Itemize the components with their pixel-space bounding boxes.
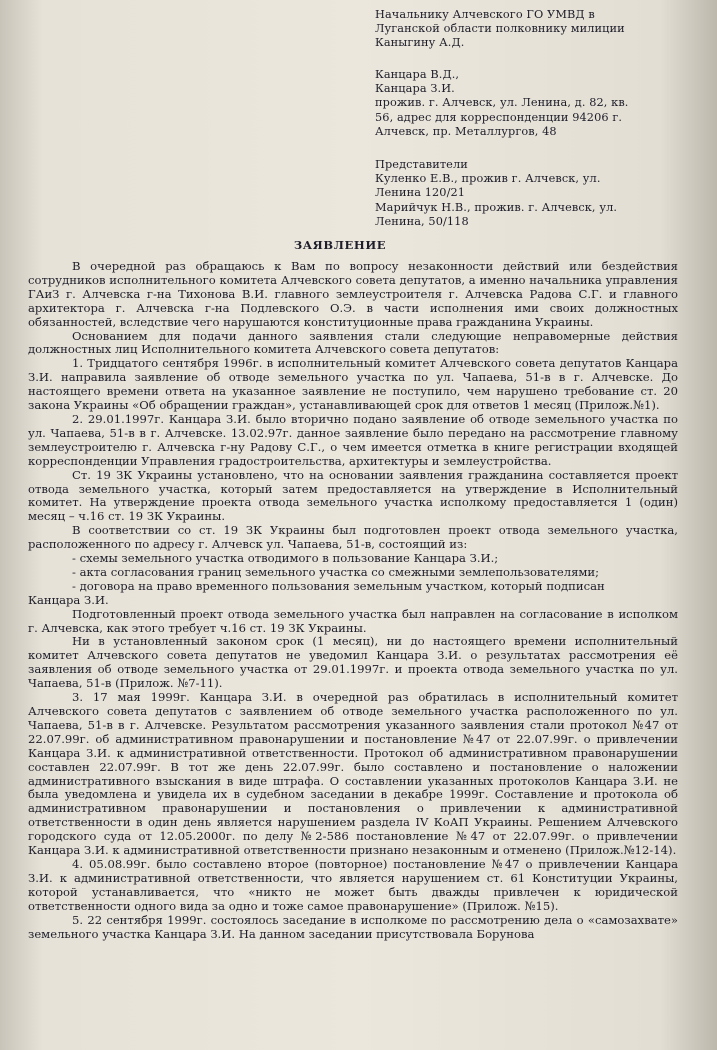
representative-line: Куленко Е.В., прожив г. Алчевск, ул. (375, 172, 601, 186)
sender-line: Канцара З.И. (375, 82, 455, 96)
representative-line: Ленина, 50/118 (375, 214, 469, 228)
representative-line: Марийчук Н.В., прожив. г. Алчевск, ул. (375, 200, 618, 214)
representative-line: Представители (375, 158, 468, 171)
document-title: ЗАЯВЛЕНИЕ (293, 238, 387, 252)
senders-block (375, 68, 695, 139)
list-tail: Канцара З.И. (28, 592, 109, 607)
sender-line: 56, адрес для корреспонденции 94206 г. (375, 110, 623, 124)
paragraph: Ст. 19 ЗК Украины установлено, что на основании заявления гражданина составляется проект отвода земельного участка, который затем предоставляется на утверждение в Исполнительный комитет. На утверждение проекта отвода земельного участка исполкому предоставляется 1 (один) месяц – ч.16 ст. 19 ЗК Украины. (28, 467, 678, 524)
paragraph: 5. 22 сентября 1999г. состоялось заседание в исполкоме по рассмотрению дела о «самозахвате» земельного участка Канцара З.И. На данном заседании присутствовала Борунова (28, 912, 678, 941)
paragraph: Подготовленный проект отвода земельного участка был направлен на согласование в исполком г. Алчевска, как этого требует ч.16 ст. 19 ЗК Украины. (28, 606, 678, 635)
representative-line: Ленина 120/21 (375, 186, 466, 200)
addressee-line: Начальнику Алчевского ГО УМВД в (375, 8, 595, 21)
list-item: - договора на право временного пользования земельным участком, который подписан (72, 578, 605, 593)
sender-line: Канцара В.Д., (375, 68, 460, 81)
addressee-block (375, 8, 695, 51)
sender-line: Алчевск, пр. Металлургов, 48 (375, 124, 557, 138)
document-body (28, 260, 678, 941)
paragraph: 2. 29.01.1997г. Канцара З.И. было вторично подано заявление об отводе земельного участка по ул. Чапаева, 51-в в г. Алчевске. 13.02.97г. данное заявление было передано на рассмотрение главному землеустроителю г. Алчевска г-ну Радову С.Г., о чем имеется отметка в книге регистрации входящей корреспонденции Управления градостроительства, архитектуры и землеустройства. (28, 411, 678, 468)
addressee-line: Каныгину А.Д. (375, 36, 465, 50)
paragraph: В соответствии со ст. 19 ЗК Украины был подготовлен проект отвода земельного участка, расположенного по адресу г. Алчевск ул. Чапаева, 51-в, состоящий из: (28, 523, 678, 552)
list-item: - акта согласования границ земельного участка со смежными землепользователями; (72, 564, 600, 579)
list-item: - схемы земельного участка отводимого в пользование Канцара З.И.; (72, 551, 499, 566)
paragraph: В очередной раз обращаюсь к Вам по вопросу незаконности действий или бездействия сотрудников исполнительного комитета Алчевского совета депутатов, а именно начальника управления ГАиЗ г. Алчевска г-на Тихонова В.И. главного землеустроителя г. Алчевска Радова С.Г. и главного архитектора г. Алчевска г-на Подлевского О.Э. в части исполнения ими своих должностных обязанностей, вследствие чего нарушаются конституционные права гражданина Украины. (28, 259, 678, 329)
letter-sheet (20, 6, 700, 1046)
addressee-line: Луганской области полковнику милиции (375, 22, 625, 36)
representatives-block (375, 158, 695, 229)
paragraph: 1. Тридцатого сентября 1996г. в исполнительный комитет Алчевского совета депутатов Канцара З.И. направила заявление об отводе земельного участка по ул. Чапаева, 51-в в г. Алчевске. До настоящего времени ответа на указанное заявление не поступило, чем нарушено требование ст. 20 закона Украины «Об обращении граждан», устанавливающей срок для ответов 1 месяц (Прилож.№1). (28, 356, 678, 413)
paragraph: Основанием для подачи данного заявления стали следующие неправомерные действия должностных лиц Исполнительного комитета Алчевского совета депутатов: (28, 328, 678, 357)
paragraph: Ни в установленный законом срок (1 месяц), ни до настоящего времени исполнительный комитет Алчевского совета депутатов не уведомил Канцара З.И. о результатах рассмотрения её заявления об отводе земельного участка от 29.01.1997г. и проекта отвода земельного участка по ул. Чапаева, 51-в (Прилож. №7-11). (28, 634, 678, 691)
paragraph: 4. 05.08.99г. было составлено второе (повторное) постановление №47 о привлечении Канцара З.И. к административной ответственности, что является нарушением ст. 61 Конституции Украины, которой устанавливается, что «никто не может быть дважды привлечен к юридической ответственности одного вида за одно и тоже самое правонарушение» (Прилож. №15). (28, 856, 678, 913)
paragraph: 3. 17 мая 1999г. Канцара З.И. в очередной раз обратилась в исполнительный комитет Алчевского совета депутатов с заявлением об отводе земельного участка расположенного по ул. Чапаева, 51-в в г. Алчевске. Результатом рассмотрения указанного заявления стали протокол №47 от 22.07.99г. об административном правонарушении и постановление №47 от 22.07.99г. о привлечении Канцара З.И. к административной ответственности. Протокол об административном правонарушении составлен 22.07.99г. В тот же день 22.07.99г. было составлено и постановление о наложении административного взыскания в виде штрафа. О составлении указанных протоколов Канцара З.И. не была уведомлена и увидела их в судебном заседании в декабре 1999г. Составление и протокола об административном правонарушении и постановления о привлечении к административной ответственности в один день является нарушением раздела IV КоАП Украины. Решением Алчевского городского суда от 12.05.2000г. по делу №2-586 постановление №47 от 22.07.99г. о привлечении Канцара З.И. к административной ответственности признано незаконным и отменено (Прилож.№12-14). (28, 690, 678, 858)
sender-line: прожив. г. Алчевск, ул. Ленина, д. 82, кв. (375, 96, 629, 110)
